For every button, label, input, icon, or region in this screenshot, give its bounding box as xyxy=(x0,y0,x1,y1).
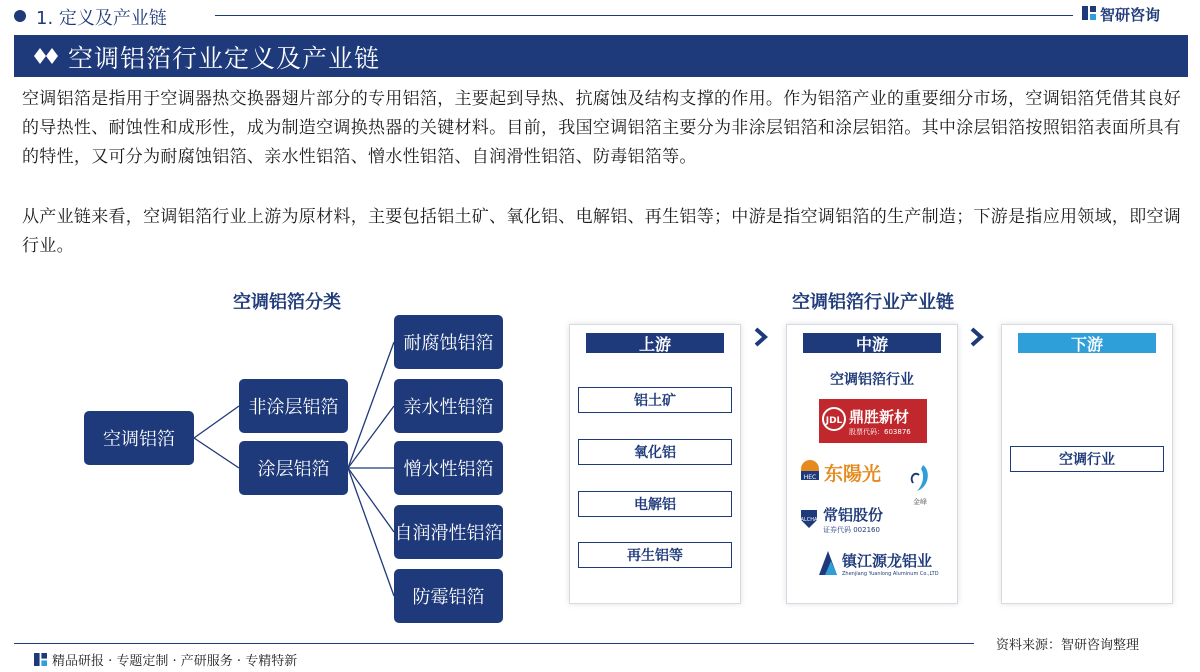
upstream-panel xyxy=(569,324,741,604)
tree-root-node: 空调铝箔 xyxy=(84,411,194,465)
footer-divider xyxy=(14,643,974,644)
downstream-item-ac: 空调行业 xyxy=(1010,446,1164,472)
chain-title: 空调铝箔行业产业链 xyxy=(792,292,954,313)
tree-leaf-antimildew: 防霉铝箔 xyxy=(394,569,503,623)
logo-zhenjiang xyxy=(817,543,945,583)
svg-text:ALCHA: ALCHA xyxy=(800,517,818,523)
changlv-code: 证券代码 002160 xyxy=(823,525,880,534)
midstream-panel xyxy=(786,324,958,604)
footer-tagline: 精品研报 · 专题定制 · 产研服务 · 专精特新 xyxy=(52,654,298,669)
chain-paragraph: 从产业链来看，空调铝箔行业上游为原材料，主要包括铝土矿、氧化铝、电解铝、再生铝等；中游是指空调铝箔的生产制造；下游是指应用领域，即空调行业。 xyxy=(22,207,1182,256)
tree-leaf-corrosion: 耐腐蚀铝箔 xyxy=(394,315,503,369)
zhenjiang-name: 镇江源龙铝业 xyxy=(842,551,933,570)
chevron-right-icon xyxy=(968,326,988,348)
logo-changlv xyxy=(799,503,909,535)
upstream-item-electrolytic: 电解铝 xyxy=(578,491,732,517)
logo-jinfeng xyxy=(905,461,935,509)
zhenjiang-mountain-icon xyxy=(817,547,839,579)
tree-leaf-hydrophobic: 憎水性铝箔 xyxy=(394,441,503,495)
upstream-item-bauxite: 铝土矿 xyxy=(578,387,732,413)
svg-text:HEC: HEC xyxy=(803,474,817,481)
tree-branch-uncoated: 非涂层铝箔 xyxy=(239,379,348,433)
upstream-item-recycled: 再生铝等 xyxy=(578,542,732,568)
dingsheng-emblem-icon xyxy=(819,399,849,443)
changlv-emblem-icon xyxy=(799,506,819,532)
midstream-header: 中游 xyxy=(803,333,941,353)
classification-title: 空调铝箔分类 xyxy=(233,292,341,313)
upstream-item-alumina: 氧化铝 xyxy=(578,439,732,465)
tree-leaf-hydrophilic: 亲水性铝箔 xyxy=(394,379,503,433)
dingsheng-name: 鼎胜新材 xyxy=(849,407,910,426)
tree-branch-coated: 涂层铝箔 xyxy=(239,441,348,495)
chevron-right-icon xyxy=(752,326,772,348)
upstream-header: 上游 xyxy=(586,333,724,353)
dingsheng-code: 股票代码：603876 xyxy=(849,427,911,436)
downstream-header: 下游 xyxy=(1018,333,1156,353)
downstream-panel xyxy=(1001,324,1173,604)
changlv-name: 常铝股份 xyxy=(823,505,884,524)
brand-name: 智研咨询 xyxy=(1100,6,1161,24)
svg-text:JDL: JDL xyxy=(825,416,843,426)
logo-dongyangguang xyxy=(799,455,889,489)
footer-logo-icon xyxy=(34,653,47,666)
dongyangguang-sun-icon xyxy=(799,457,821,487)
zhenjiang-sub: Zhenjiang Yuanlong Aluminum Co.,LTD xyxy=(842,570,939,577)
dongyangguang-name: 东陽光 xyxy=(824,462,882,485)
jinfeng-name: 金峰 xyxy=(913,498,927,506)
logo-dingsheng xyxy=(819,399,927,443)
tree-leaf-selflubricating: 自润滑性铝箔 xyxy=(394,505,503,559)
midstream-sublabel: 空调铝箔行业 xyxy=(830,372,914,388)
section-title: 1. 定义及产业链 xyxy=(36,8,167,29)
page-title: 空调铝箔行业定义及产业链 xyxy=(68,44,381,73)
intro-paragraph: 空调铝箔是指用于空调器热交换器翅片部分的专用铝箔，主要起到导热、抗腐蚀及结构支撑的作用。作为铝箔产业的重要细分市场，空调铝箔凭借其良好的导热性、耐蚀性和成形性，成为制造空调换热器的关键材料。目前，我国空调铝箔主要分为非涂层铝箔和涂层铝箔。其中涂层铝箔按照铝箔表面所具有的特性，又可分为耐腐蚀铝箔、亲水性铝箔、憎水性铝箔、自润滑性铝箔、防毒铝箔等。 xyxy=(22,89,1182,167)
source-note: 资料来源：智研咨询整理 xyxy=(996,638,1140,653)
jinfeng-swirl-icon xyxy=(907,461,933,497)
